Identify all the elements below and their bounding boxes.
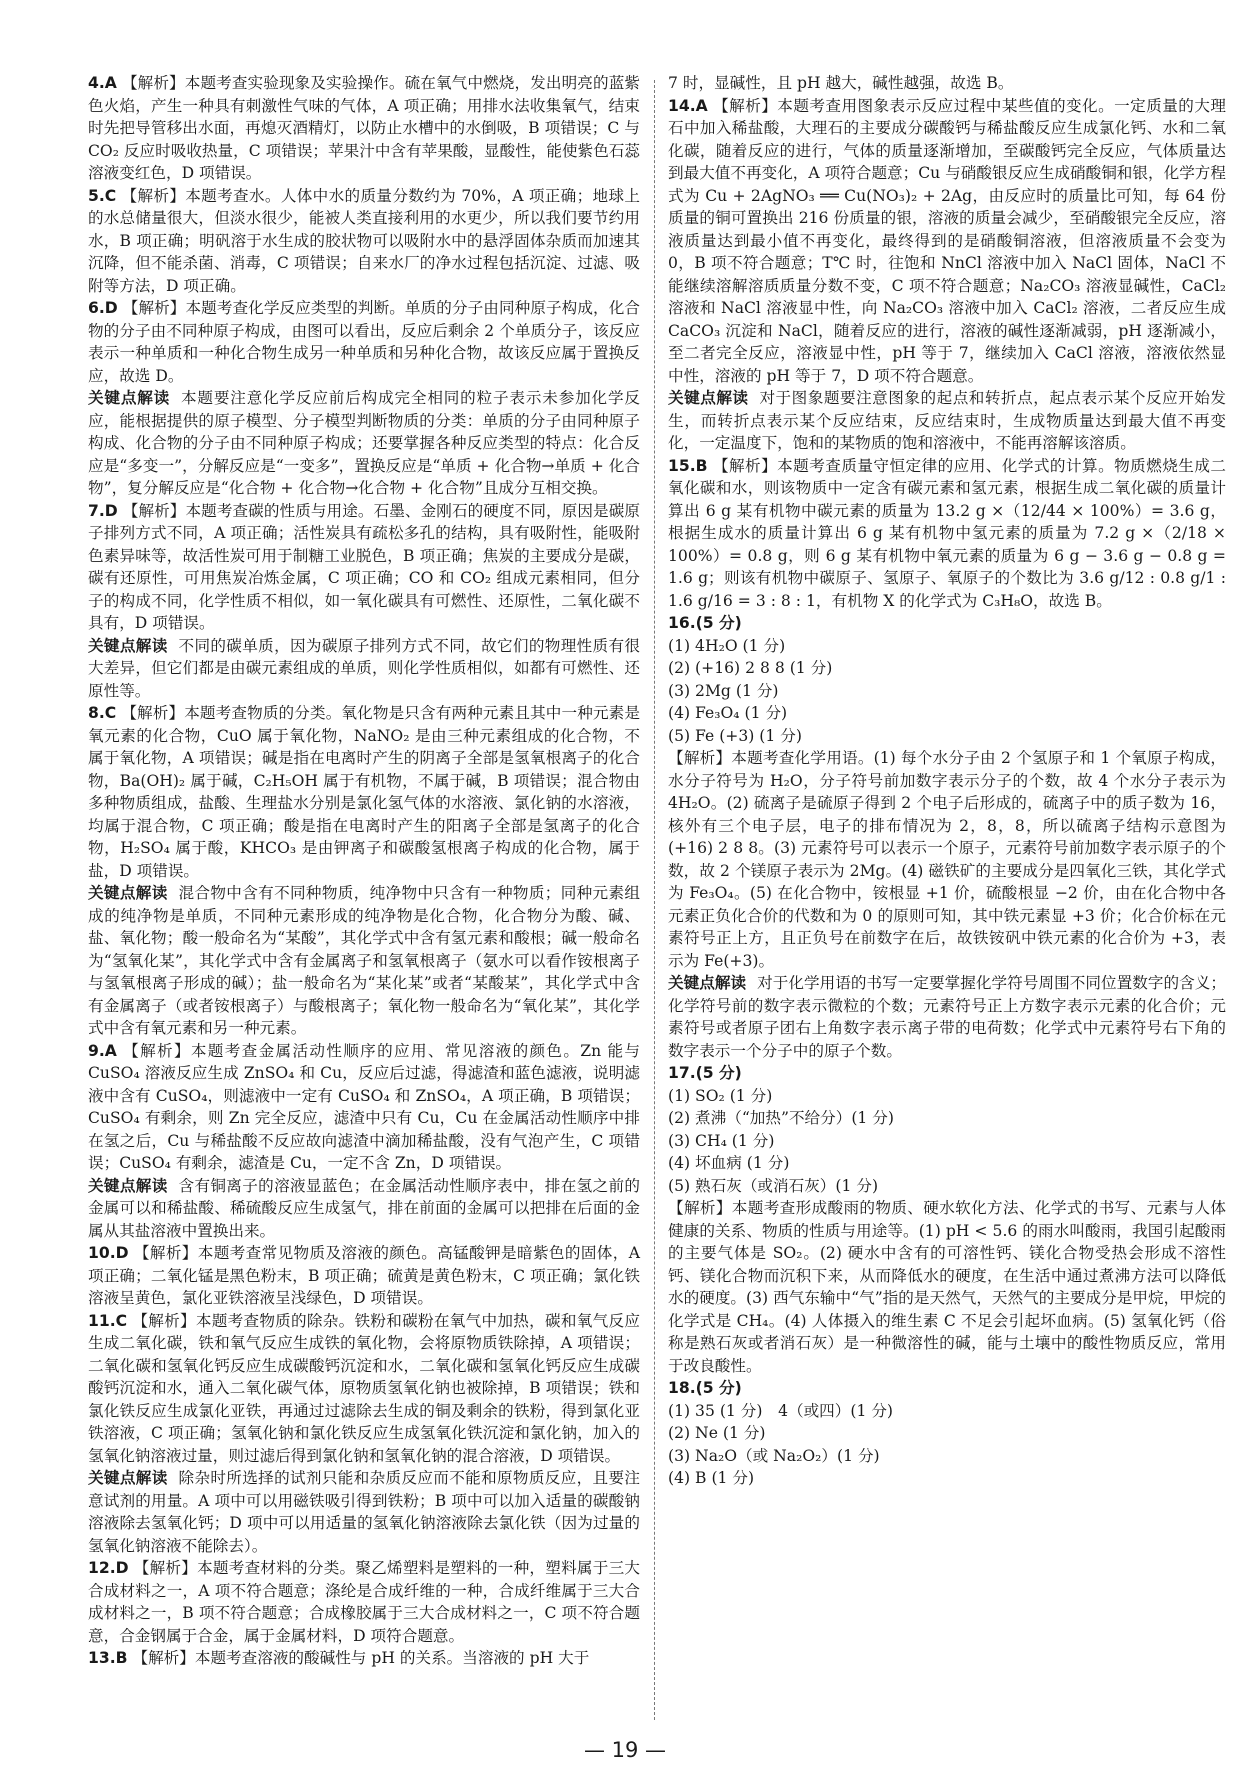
analysis-text: 【解析】本题考查水。人体中水的质量分数约为 70%，A 项正确；地球上的水总储量很大，但淡水很少，能被人类直接利用的水更少，所以我们要节约用水，B 项正确；明矾溶于水生成的胶状物可以吸附水中的悬浮固体杂质而加速其沉降，但不能杀菌、消毒，C 项错误；自来水厂的净水过程包括沉淀、过滤、吸附等方法，D 项正确。: [88, 186, 640, 295]
analysis-text: 【解析】本题考查形成酸雨的物质、硬水软化方法、化学式的书写、元素与人体健康的关系、物质的性质与用途等。(1) pH < 5.6 的雨水叫酸雨，我国引起酸雨的主要气体是 SO₂。(2) 硬水中含有的可溶性钙、镁化合物受热会形成不溶性钙、镁化合物而沉积下来，从而降低水的硬度，在生活中通过煮沸方法可以降低水的硬度。(3) 西气东输中“气”指的是天然气，天然气的主要成分是甲烷，甲烷的化学式是 CH₄。(4) 人体摄入的维生素 C 不足会引起坏血病。(5) 氢氧化钙（俗称是熟石灰或者消石灰）是一种微溶性的碱，能与土壤中的酸性物质反应，常用于改良酸性。: [668, 1199, 1226, 1375]
answer-item: [668, 1062, 1226, 1377]
analysis-text: 【解析】本题考查化学用语。(1) 每个水分子由 2 个氢原子和 1 个氧原子构成，水分子符号为 H₂O，分子符号前加数字表示分子的个数，故 4 个水分子表示为 4H₂O。(2) 硫离子是硫原子得到 2 个电子后形成的，硫离子中的质子数为 16，核外有三个电子层，电子的排布情况为 2，8，8，所以硫离子结构示意图为 (+16) 2 8 8。(3) 元素符号可以表示一个原子，元素符号前加数字表示原子的个数，故 2 个镁原子表示为 2Mg。(4) 磁铁矿的主要成分是四氧化三铁，其化学式为 Fe₃O₄。(5) 在化合物中，铵根显 +1 价，硫酸根显 −2 价，由在化合物中各元素正负化合价的代数和为 0 的原则可知，其中铁元素显 +3 价；化合价标在元素符号正上方，且正负号在前数字在后，故铁铵矾中铁元素的化合价为 +3，表示为 Fe(+3)。: [668, 749, 1226, 970]
answer-text: [668, 612, 1226, 635]
answer-item: [88, 185, 640, 298]
answer-choice: C: [115, 1311, 128, 1330]
answer-text: [88, 1557, 640, 1647]
answer-text: [88, 1040, 640, 1175]
left-column: [88, 72, 640, 1670]
key-point-title: 关键点解读: [668, 389, 749, 407]
answer-item: [88, 1310, 640, 1558]
question-number: 16.: [668, 614, 696, 632]
answer-text: [668, 95, 1226, 388]
answer-choice: D: [115, 1244, 129, 1262]
question-number: 13.: [88, 1649, 116, 1667]
answer-line: (1) SO₂ (1 分): [668, 1086, 773, 1105]
question-number: 12.: [88, 1559, 116, 1577]
answer-text: [668, 455, 1226, 613]
answer-line: (4) B (1 分): [668, 1469, 755, 1487]
question-number: 9.: [88, 1041, 105, 1060]
analysis-text: 【解析】本题考查金属活动性顺序的应用、常见溶液的颜色。Zn 能与 CuSO₄ 溶液反应生成 ZnSO₄ 和 Cu，反应后过滤，得滤渣和蓝色滤液，说明滤液中含有 CuSO₄，则滤液中一定有 CuSO₄ 和 ZnSO₄，A 项正确，B 项错误；CuSO₄ 有剩余，则 Zn 完全反应，滤渣中只有 Cu，Cu 在金属活动性顺序中排在氢之后，Cu 与稀盐酸不反应故向滤渣中滴加稀盐酸，没有气泡产生，C 项错误；CuSO₄ 有剩余，滤渣是 Cu，一定不含 Zn，D 项错误。: [88, 1041, 640, 1172]
question-number: 8.: [88, 704, 105, 722]
answer-choice: D: [104, 299, 118, 317]
answer-choice: (5 分): [695, 1064, 742, 1082]
key-point: [88, 1175, 640, 1243]
key-point: [88, 882, 640, 1040]
answer-text: [88, 1647, 640, 1670]
analysis-text: 【解析】本题考查碳的性质与用途。石墨、金刚石的硬度不同，原因是碳原子排列方式不同，A 项正确；活性炭具有疏松多孔的结构，具有吸附性，能吸附色素异味等，故活性炭可用于制糖工业脱色，B 项正确；焦炭的主要成分是碳，碳有还原性，可用焦炭冶炼金属，C 项正确；CO 和 CO₂ 组成元素相同，但分子的构成不同，化学性质不相似，如一氧化碳具有可燃性、还原性，二氧化碳不具有，D 项错误。: [88, 501, 640, 632]
question-number: 15.: [668, 456, 696, 475]
answer-item: [88, 1242, 640, 1310]
key-point-title: 关键点解读: [88, 389, 171, 407]
answer-text: [668, 1062, 1226, 1085]
answer-choice: C: [104, 186, 117, 205]
question-number: 6.: [88, 299, 105, 317]
analysis-text: 【解析】本题考查材料的分类。聚乙烯塑料是塑料的一种，塑料属于三大合成材料之一，A 项不符合题意；涤纶是合成纤维的一种，合成纤维属于三大合成材料之一，B 项不符合题意；合成橡胶属于三大合成材料之一，C 项不符合题意，合金钢属于合金，属于金属材料，D 项符合题意。: [88, 1559, 640, 1645]
question-number: 18.: [668, 1379, 696, 1397]
answer-text: [668, 1377, 1226, 1400]
key-point: [668, 387, 1226, 455]
answer-choice: A: [104, 1041, 117, 1060]
answer-text: [88, 702, 640, 882]
answer-item: [88, 297, 640, 500]
key-point-title: 关键点解读: [88, 636, 168, 655]
question-number: 10.: [88, 1244, 116, 1262]
question-number: 11.: [88, 1311, 116, 1330]
question-number: 17.: [668, 1064, 696, 1082]
analysis-text: 【解析】本题考查物质的分类。氧化物是只含有两种元素且其中一种元素是氧元素的化合物，CuO 属于氧化物，NaNO₂ 是由三种元素组成的化合物，不属于氧化物，A 项错误；碱是指在电离时产生的阴离子全部是氢氧根离子的化合物，Ba(OH)₂ 属于碱，C₂H₅OH 属于有机物，不属于碱，B 项错误；混合物由多种物质组成，盐酸、生理盐水分别是氯化氢气体的水溶液、氯化钠的水溶液，均属于混合物，C 项正确；酸是指在电离时产生的阳离子全部是氢离子的化合物，H₂SO₄ 属于酸，KHCO₃ 是由钾离子和碳酸氢根离子构成的化合物，属于盐，D 项错误。: [88, 704, 640, 880]
answer-choice: B: [115, 1649, 128, 1667]
question-number: 14.: [668, 96, 696, 115]
question-number: 7.: [88, 501, 105, 520]
answer-line: (5) Fe (+3) (1 分): [668, 726, 802, 745]
column-divider: [654, 80, 655, 1720]
key-point: [88, 387, 640, 500]
key-point: [88, 1467, 640, 1557]
answer-line: (1) 4H₂O (1 分): [668, 636, 786, 655]
answer-choice: D: [115, 1559, 129, 1577]
answer-choice: A: [104, 74, 117, 92]
answer-item: [668, 612, 1226, 1062]
answer-item: [668, 1377, 1226, 1490]
answer-line: (2) 煮沸（“加热”不给分）(1 分): [668, 1109, 894, 1127]
answer-line: (4) Fe₃O₄ (1 分): [668, 704, 788, 722]
answer-item: [668, 455, 1226, 613]
answer-text: [88, 185, 640, 298]
answer-item: [668, 72, 1226, 95]
answer-choice: (5 分): [695, 1379, 742, 1397]
answer-line: (3) CH₄ (1 分): [668, 1131, 775, 1150]
key-point-text: 本题要注意化学反应前后构成完全相同的粒子表示未参加化学反应，能根据提供的原子模型、分子模型判断物质的分类：单质的分子由同种原子构成、化合物的分子由不同种原子构成；还要掌握各种反应类型的特点：化合反应是“多变一”，分解反应是“一变多”，置换反应是“单质 + 化合物→单质 + 化合物”，复分解反应是“化合物 + 化合物→化合物 + 化合物”且成分互相交换。: [88, 389, 640, 497]
analysis-text: 【解析】本题考查质量守恒定律的应用、化学式的计算。物质燃烧生成二氧化碳和水，则该物质中一定含有碳元素和氢元素，根据生成二氧化碳的质量计算出 6 g 某有机物中碳元素的质量为 13.2 g ×（12/44 × 100%）= 3.6 g，根据生成水的质量计算出 6 g 某有机物中氢元素的质量为 7.2 g ×（2/18 × 100%）= 0.8 g，则 6 g 某有机物中氧元素的质量为 6 g − 3.6 g − 0.8 g = 1.6 g；则该有机物中碳原子、氢原子、氧原子的个数比为 3.6 g/12 : 0.8 g/1 : 1.6 g/16 = 3 : 8 : 1，有机物 X 的化学式为 C₃H₈O，故选 B。: [668, 456, 1226, 610]
question-number: 5.: [88, 186, 105, 205]
question-number: 4.: [88, 74, 105, 92]
answer-line: (2) Ne (1 分): [668, 1424, 766, 1442]
answer-line: (3) Na₂O（或 Na₂O₂）(1 分): [668, 1446, 880, 1465]
answer-item: [88, 1557, 640, 1647]
answer-text: [88, 1310, 640, 1468]
answer-line: (5) 熟石灰（或消石灰）(1 分): [668, 1176, 879, 1195]
answer-item: [88, 1040, 640, 1243]
key-point-text: 混合物中含有不同种物质，纯净物中只含有一种物质；同种元素组成的纯净物是单质，不同种元素形成的纯净物是化合物，化合物分为酸、碱、盐、氧化物；酸一般命名为“某酸”，其化学式中含有氢元素和酸根；碱一般命名为“氢氧化某”，其化学式中含有金属离子和氢氧根离子（氨水可以看作铵根离子与氢氧根离子形成的碱）；盐一般命名为“某化某”或者“某酸某”，其化学式中含有金属离子（或者铵根离子）与酸根离子；氧化物一般命名为“氧化某”，其化学式中含有氧元素和另一种元素。: [88, 884, 640, 1037]
analysis-text: 【解析】本题考查实验现象及实验操作。硫在氧气中燃烧，发出明亮的蓝紫色火焰，产生一种具有刺激性气味的气体，A 项正确；用排水法收集氧气，结束时先把导管移出水面，再熄灭酒精灯，以防止水槽中的水倒吸，B 项错误；C 与 CO₂ 反应时吸收热量，C 项错误；苹果汁中含有苹果酸，显酸性，能使紫色石蕊溶液变红色，D 项错误。: [88, 74, 640, 182]
key-point-title: 关键点解读: [88, 1176, 168, 1195]
key-point-text: 除杂时所选择的试剂只能和杂质反应而不能和原物质反应，且要注意试剂的用量。A 项中可以用磁铁吸引得到铁粉；B 项中可以加入适量的碳酸钠溶液除去氢氧化钙；D 项中可以用适量的氢氧化钠溶液除去氯化铁（因为过量的氢氧化钠溶液不能除去）。: [88, 1469, 640, 1555]
answer-line: (3) 2Mg (1 分): [668, 681, 779, 700]
answer-choice: C: [104, 704, 117, 722]
page-number: — 19 —: [583, 1738, 667, 1762]
answer-item: [88, 500, 640, 703]
analysis-text: 【解析】本题考查化学反应类型的判断。单质的分子由同种原子构成，化合物的分子由不同种原子构成，由图可以看出，反应后剩余 2 个单质分子，该反应表示一种单质和一种化合物生成另一种单质和另种化合物，故该反应属于置换反应，故选 D。: [88, 299, 640, 385]
analysis-text: 【解析】本题考查用图象表示反应过程中某些值的变化。一定质量的大理石中加入稀盐酸，大理石的主要成分碳酸钙与稀盐酸反应生成氯化钙、水和二氧化碳，随着反应的进行，气体的质量逐渐增加，至碳酸钙完全反应，气体质量达到最大值不再变化，A 项符合题意；Cu 与硝酸银反应生成硝酸铜和银，化学方程式为 Cu + 2AgNO₃ ══ Cu(NO₃)₂ + 2Ag，由反应时的质量比可知，每 64 份质量的铜可置换出 216 份质量的银，溶液的质量会减少，至硝酸银完全反应，溶液质量达到最小值不再变化，最终得到的是硝酸铜溶液，但溶液质量不会变为 0，B 项不符合题意；T℃ 时，往饱和 NnCl 溶液中加入 NaCl 固体，NaCl 不能继续溶解溶质质量分数不变，C 项不符合题意；Na₂CO₃ 溶液显碱性，CaCl₂ 溶液和 NaCl 溶液显中性，向 Na₂CO₃ 溶液中加入 CaCl₂ 溶液，二者反应生成 CaCO₃ 沉淀和 NaCl，随着反应的进行，溶液的碱性逐渐减弱，pH 逐渐减小，至二者完全反应，溶液显中性，pH 等于 7，继续加入 CaCl 溶液，溶液依然显中性，溶液的 pH 等于 7，D 项不符合题意。: [668, 96, 1226, 385]
key-point: [668, 972, 1226, 1062]
key-point-text: 对于化学用语的书写一定要掌握化学符号周围不同位置数字的含义；化学符号前的数字表示微粒的个数；元素符号正上方数字表示元素的化合价；元素符号或者原子团右上角数字表示离子带的电荷数；化学式中元素符号右下角的数字表示一个分子中的原子个数。: [668, 974, 1226, 1060]
analysis-text: 【解析】本题考查溶液的酸碱性与 pH 的关系。当溶液的 pH 大于: [132, 1649, 590, 1667]
answer-text: [88, 72, 640, 185]
answer-choice: A: [695, 96, 708, 115]
key-point-text: 不同的碳单质，因为碳原子排列方式不同，故它们的物理性质有很大差异，但它们都是由碳元素组成的单质，则化学性质相似，如都有可燃性、还原性等。: [88, 636, 640, 700]
key-point-text: 含有铜离子的溶液显蓝色；在金属活动性顺序表中，排在氢之前的金属可以和稀盐酸、稀硫酸反应生成氢气，排在前面的金属可以把排在后面的金属从其盐溶液中置换出来。: [88, 1176, 640, 1240]
answer-item: [88, 702, 640, 1040]
answer-text: [88, 500, 640, 635]
answer-line: (2) (+16) 2 8 8 (1 分): [668, 659, 833, 677]
answer-choice: (5 分): [695, 614, 742, 632]
answer-text: [88, 297, 640, 387]
answer-line: (4) 坏血病 (1 分): [668, 1154, 790, 1172]
analysis-text: 【解析】本题考查常见物质及溶液的颜色。高锰酸钾是暗紫色的固体，A 项正确；二氧化锰是黑色粉末，B 项正确；硫黄是黄色粉末，C 项正确；氯化铁溶液呈黄色，氯化亚铁溶液呈浅绿色，D 项错误。: [88, 1244, 640, 1307]
answer-item: [88, 72, 640, 185]
answer-item: [88, 1647, 640, 1670]
key-point-text: 对于图象题要注意图象的起点和转折点，起点表示某个反应开始发生，而转折点表示某个反应结束，反应结束时，生成物质量达到最大值不再变化，一定温度下，饱和的某物质的饱和溶液中，不能再溶解该溶质。: [668, 389, 1226, 452]
answer-text: [88, 1242, 640, 1310]
analysis-text: 7 时，显碱性，且 pH 越大，碱性越强，故选 B。: [668, 74, 1014, 92]
key-point-title: 关键点解读: [88, 884, 168, 902]
answer-text: [668, 72, 1226, 95]
key-point-title: 关键点解读: [668, 974, 747, 992]
answer-item: [668, 95, 1226, 455]
analysis-text: 【解析】本题考查物质的除杂。铁粉和碳粉在氧气中加热，碳和氧气反应生成二氧化碳，铁和氧气反应生成铁的氧化物，会将原物质铁除掉，A 项错误；二氧化碳和氢氧化钙反应生成碳酸钙沉淀和水，二氧化碳和氢氧化钙反应生成碳酸钙沉淀和水，通入二氧化碳气体，原物质氢氧化钠也被除掉，B 项错误；铁和氯化铁反应生成氯化亚铁，再通过过滤除去生成的铜及剩余的铁粉，得到氯化亚铁溶液，C 项正确；氢氧化钠和氯化铁反应生成氢氧化铁沉淀和氯化钠，加入的氢氧化钠溶液过量，则过滤后得到氯化钠和氢氧化钠的混合溶液，D 项错误。: [88, 1311, 640, 1465]
answer-choice: B: [695, 456, 708, 475]
answer-choice: D: [104, 501, 118, 520]
answer-line: (1) 35 (1 分) 4（或四）(1 分): [668, 1401, 894, 1420]
key-point-title: 关键点解读: [88, 1469, 168, 1487]
key-point: [88, 635, 640, 703]
right-column: [668, 72, 1226, 1490]
